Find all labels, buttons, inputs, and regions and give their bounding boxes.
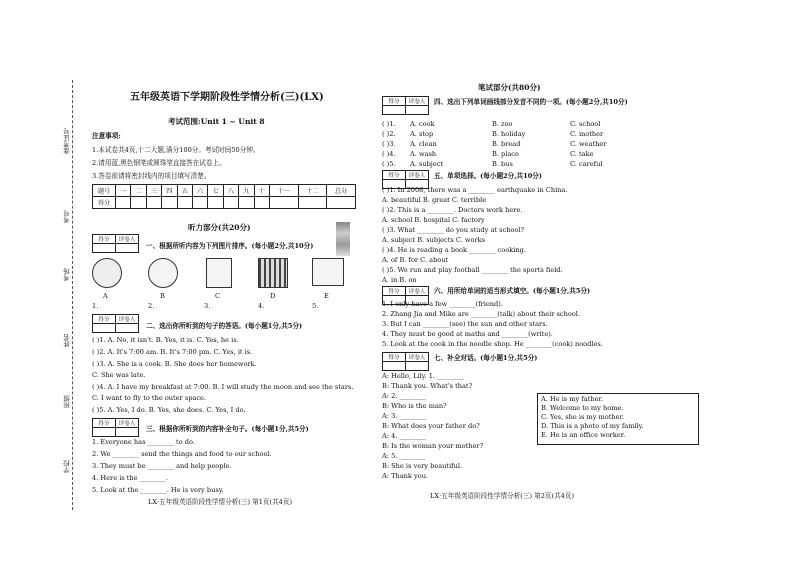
side-label-name: 姓名 xyxy=(63,334,71,347)
page-title: 五年级英语下学期阶段性学情分析(三)(LX) xyxy=(130,92,324,103)
picture-e xyxy=(312,258,344,286)
mini-score-box xyxy=(92,418,139,437)
score-header-cell: 总分 xyxy=(327,185,356,197)
side-label-room: 考场 xyxy=(63,268,71,281)
mini-label: 评卷人 xyxy=(406,353,429,362)
q3-item: 3. They must be ________ and help people. xyxy=(92,462,232,470)
answer-blank-2[interactable]: 2. xyxy=(148,302,155,310)
score-header-cell: 七 xyxy=(208,185,223,197)
mini-score-box xyxy=(382,352,429,371)
q5-item: ( )2. This is a ________. Doctors work here. xyxy=(382,206,523,214)
score-header-cell: 十 xyxy=(254,185,269,197)
q4-opt-a: A. clean xyxy=(410,140,437,148)
note-2: 2.请用蓝,黑色钢笔或圆珠笔直接答在试卷上。 xyxy=(92,159,226,167)
dialog-line: A: 5. ________ xyxy=(382,452,426,460)
mini-cell[interactable] xyxy=(93,428,116,437)
q5-item: ( )5. We run and play football ________ the sports field. xyxy=(382,266,563,274)
answer-blank-3[interactable]: 3. xyxy=(204,302,211,310)
mini-cell[interactable] xyxy=(383,362,406,371)
dialog-line: B: Thank you. What's that? xyxy=(382,382,473,390)
mini-cell[interactable] xyxy=(406,362,429,371)
q2-heading: 二、选出你所听到的句子的答语。(每小题1分,共5分) xyxy=(146,322,303,330)
score-cell[interactable] xyxy=(192,197,207,209)
picture-d xyxy=(258,258,288,288)
answer-blank-1[interactable]: 1. xyxy=(92,302,99,310)
score-header-cell: 三 xyxy=(146,185,161,197)
mini-score-box xyxy=(92,234,139,253)
score-header-cell: 八 xyxy=(223,185,238,197)
q3-heading: 三、根据你所听到的内容补全句子。(每小题1分,共5分) xyxy=(146,425,309,433)
score-header-cell: 十一 xyxy=(269,185,298,197)
q2-item: ( )3. A. She is a cook. B. She does her homework. xyxy=(92,360,257,368)
mini-label: 评卷人 xyxy=(116,235,139,244)
q5-item: ( )3. What ________ do you study at school? xyxy=(382,226,525,234)
score-cell[interactable] xyxy=(223,197,238,209)
q4-num: ( )3. xyxy=(382,140,396,148)
score-cell[interactable] xyxy=(208,197,223,209)
mini-label: 评卷人 xyxy=(116,315,139,324)
q5-item: ( )1. In 2008, there was a ________ earthquake in China. xyxy=(382,186,568,194)
q3-item: 5. Look at the ________. He is very busy. xyxy=(92,486,224,494)
score-header-cell: 十二 xyxy=(298,185,327,197)
q2-item: ( )4. A. I have my breakfast at 7:00. B. I will study the moon and see the stars. xyxy=(92,383,354,391)
mini-cell[interactable] xyxy=(116,244,139,253)
dialog-option: B. Welcome to my home. xyxy=(541,404,624,412)
dialog-option: D. This is a photo of my family. xyxy=(541,422,644,430)
mini-cell[interactable] xyxy=(406,106,429,115)
q4-opt-a: A. wash xyxy=(410,150,437,158)
dialog-line: B: She is very beautiful. xyxy=(382,462,463,470)
q4-opt-b: B. bread xyxy=(492,140,521,148)
picture-a xyxy=(92,258,122,288)
mini-label: 评卷人 xyxy=(406,287,429,296)
notes-heading: 注意事项: xyxy=(92,132,121,140)
q4-num: ( )1. xyxy=(382,120,396,128)
picture-b xyxy=(148,258,178,288)
q5-item: A. in B. on xyxy=(382,276,417,284)
q5-item: A. subject B. subjects C. works xyxy=(382,236,485,244)
score-cell[interactable] xyxy=(269,197,298,209)
mini-label: 得分 xyxy=(93,315,116,324)
score-cell[interactable] xyxy=(116,197,131,209)
note-3: 3.答卷前请将密封线内的项目填写清楚。 xyxy=(92,172,211,180)
q4-opt-b: B. place xyxy=(492,150,519,158)
dialog-line: B: What does your father do? xyxy=(382,422,480,430)
score-cell[interactable] xyxy=(146,197,161,209)
q6-item: 2. Zhang Jia and Mike are ________(talk) about their school. xyxy=(382,310,580,318)
q4-opt-b: B. zoo xyxy=(492,120,513,128)
score-cell[interactable] xyxy=(177,197,192,209)
side-label-school: 学校 xyxy=(63,460,71,473)
score-header-cell: 题号 xyxy=(93,185,116,197)
q4-opt-a: A. stop xyxy=(410,130,434,138)
q1-heading: 一、根据所听内容为下列图片排序。(每小题2分,共10分) xyxy=(146,242,314,250)
q5-item: ( )4. He is reading a book ________ cooking. xyxy=(382,246,526,254)
q2-item: ( )5. A. Yes, I do. B. Yes, she does. C. Yes, I do. xyxy=(92,406,246,414)
side-label-exam-id: 准考证号 xyxy=(63,128,71,154)
q4-num: ( )2. xyxy=(382,130,396,138)
q6-item: 1. I only have a few ________(friend). xyxy=(382,300,503,308)
written-heading: 笔试部分(共80分) xyxy=(478,83,541,92)
mini-label: 得分 xyxy=(383,353,406,362)
scan-mark xyxy=(336,222,350,256)
page-footer-left: LX·五年级英语阶段性学情分析(三) 第1页(共4页) xyxy=(148,498,293,506)
q6-item: 3. But I can ________(see) the sun and other stars. xyxy=(382,320,548,328)
q5-heading: 五、单项选择。(每小题2分,共10分) xyxy=(434,172,543,180)
dialog-line: A: Thank you. xyxy=(382,472,429,480)
score-table xyxy=(92,184,356,209)
q4-opt-c: C. weather xyxy=(570,140,607,148)
mini-label: 得分 xyxy=(383,97,406,106)
dialog-line: A: 3. ________ xyxy=(382,412,426,420)
score-row-label: 得分 xyxy=(93,197,116,209)
q5-item: A. of B. for C. about xyxy=(382,256,449,264)
q5-item: A. beautiful B. great C. terrible xyxy=(382,196,487,204)
note-1: 1.本试卷共4页,十二大题,满分100分。考试时间50分钟。 xyxy=(92,146,260,154)
score-cell[interactable] xyxy=(254,197,269,209)
q4-num: ( )5. xyxy=(382,160,396,168)
q4-opt-a: A. subject xyxy=(410,160,444,168)
dialog-line: A: 4. ________ xyxy=(382,432,426,440)
pic-label-b: B xyxy=(160,292,165,300)
q6-item: 4. They must be good at maths and ________(write). xyxy=(382,330,553,338)
mini-score-box xyxy=(92,314,139,333)
mini-cell[interactable] xyxy=(93,244,116,253)
score-header-cell: 九 xyxy=(239,185,254,197)
pic-label-c: C xyxy=(215,292,221,300)
page-footer-right: LX·五年级英语阶段性学情分析(三) 第2页(共4页) xyxy=(430,492,575,500)
mini-label: 得分 xyxy=(93,419,116,428)
q4-opt-c: C. take xyxy=(570,150,594,158)
mini-cell[interactable] xyxy=(93,324,116,333)
q2-item: ( )1. A. No, it isn't. B. Yes, it is. C. Yes, he is. xyxy=(92,336,239,344)
mini-label: 评卷人 xyxy=(406,171,429,180)
q4-opt-a: A. cook xyxy=(410,120,435,128)
q2-item: ( )2. A. It's 7:00 am. B. It's 7:00 pm. C. Yes, it is. xyxy=(92,348,253,356)
mini-cell[interactable] xyxy=(116,428,139,437)
mini-label: 得分 xyxy=(383,171,406,180)
score-cell[interactable] xyxy=(131,197,146,209)
dialog-option: C. Yes, she is my mother. xyxy=(541,413,625,421)
q6-item: 5. Look at the cook in the noodle shop. He ________(cook) noodles. xyxy=(382,340,603,348)
dialog-line: B: Who is the man? xyxy=(382,402,447,410)
q4-opt-b: B. bus xyxy=(492,160,513,168)
q3-item: 4. Here is the ________. xyxy=(92,474,169,482)
score-header-cell: 五 xyxy=(177,185,192,197)
mini-label: 得分 xyxy=(383,287,406,296)
q2-item: C. I want to fly to the outer space. xyxy=(92,394,207,402)
side-label-class: 班级 xyxy=(63,395,71,408)
pic-label-a: A xyxy=(103,292,108,300)
dialog-line: A: 2. ________ xyxy=(382,392,426,400)
dialog-line: B: Is the woman your mother? xyxy=(382,442,484,450)
mini-score-box xyxy=(382,96,429,115)
q5-item: A. school B. hospital C. factory xyxy=(382,216,485,224)
mini-label: 得分 xyxy=(93,235,116,244)
q4-opt-c: C. careful xyxy=(570,160,603,168)
q4-opt-c: C. mother xyxy=(570,130,604,138)
q3-item: 2. We ________ send the things and food to our school. xyxy=(92,450,272,458)
answer-blank-4[interactable]: 4. xyxy=(258,302,265,310)
exam-scope: 考试范围:Unit 1 ~ Unit 8 xyxy=(168,117,265,126)
mini-label: 评卷人 xyxy=(116,419,139,428)
picture-c xyxy=(206,258,232,288)
pic-label-d: D xyxy=(270,292,276,300)
dialog-option: A. He is my father. xyxy=(541,395,604,403)
q2-item: C. She was late. xyxy=(92,371,146,379)
score-cell[interactable] xyxy=(239,197,254,209)
score-header-cell: 二 xyxy=(131,185,146,197)
q3-item: 1. Everyone has ________ to do. xyxy=(92,438,195,446)
dialog-option: E. He is an office worker. xyxy=(541,431,626,439)
q7-heading: 七、补全对话。(每小题1分,共5分) xyxy=(434,354,538,362)
score-header-cell: 一 xyxy=(116,185,131,197)
score-cell[interactable] xyxy=(162,197,177,209)
score-cell[interactable] xyxy=(327,197,356,209)
score-header-cell: 六 xyxy=(192,185,207,197)
q6-heading: 六、用所给单词的适当形式填空。(每小题1分,共5分) xyxy=(434,287,591,295)
q4-opt-c: C. school xyxy=(570,120,601,128)
seal-line xyxy=(72,80,73,510)
side-label-exam-no: 考号 xyxy=(63,210,71,223)
score-header-cell: 四 xyxy=(162,185,177,197)
mini-label: 评卷人 xyxy=(406,97,429,106)
q4-opt-b: B. holiday xyxy=(492,130,526,138)
q4-heading: 四、选出下列单词画线部分发音不同的一项。(每小题2分,共10分) xyxy=(434,98,628,106)
q4-num: ( )4. xyxy=(382,150,396,158)
mini-cell[interactable] xyxy=(116,324,139,333)
dialog-line: A: Hello, Lily. 1. ________ xyxy=(382,372,464,380)
answer-blank-5[interactable]: 5. xyxy=(312,302,319,310)
pic-label-e: E xyxy=(324,292,329,300)
listening-heading: 听力部分(共20分) xyxy=(188,223,251,232)
mini-cell[interactable] xyxy=(383,106,406,115)
score-cell[interactable] xyxy=(298,197,327,209)
